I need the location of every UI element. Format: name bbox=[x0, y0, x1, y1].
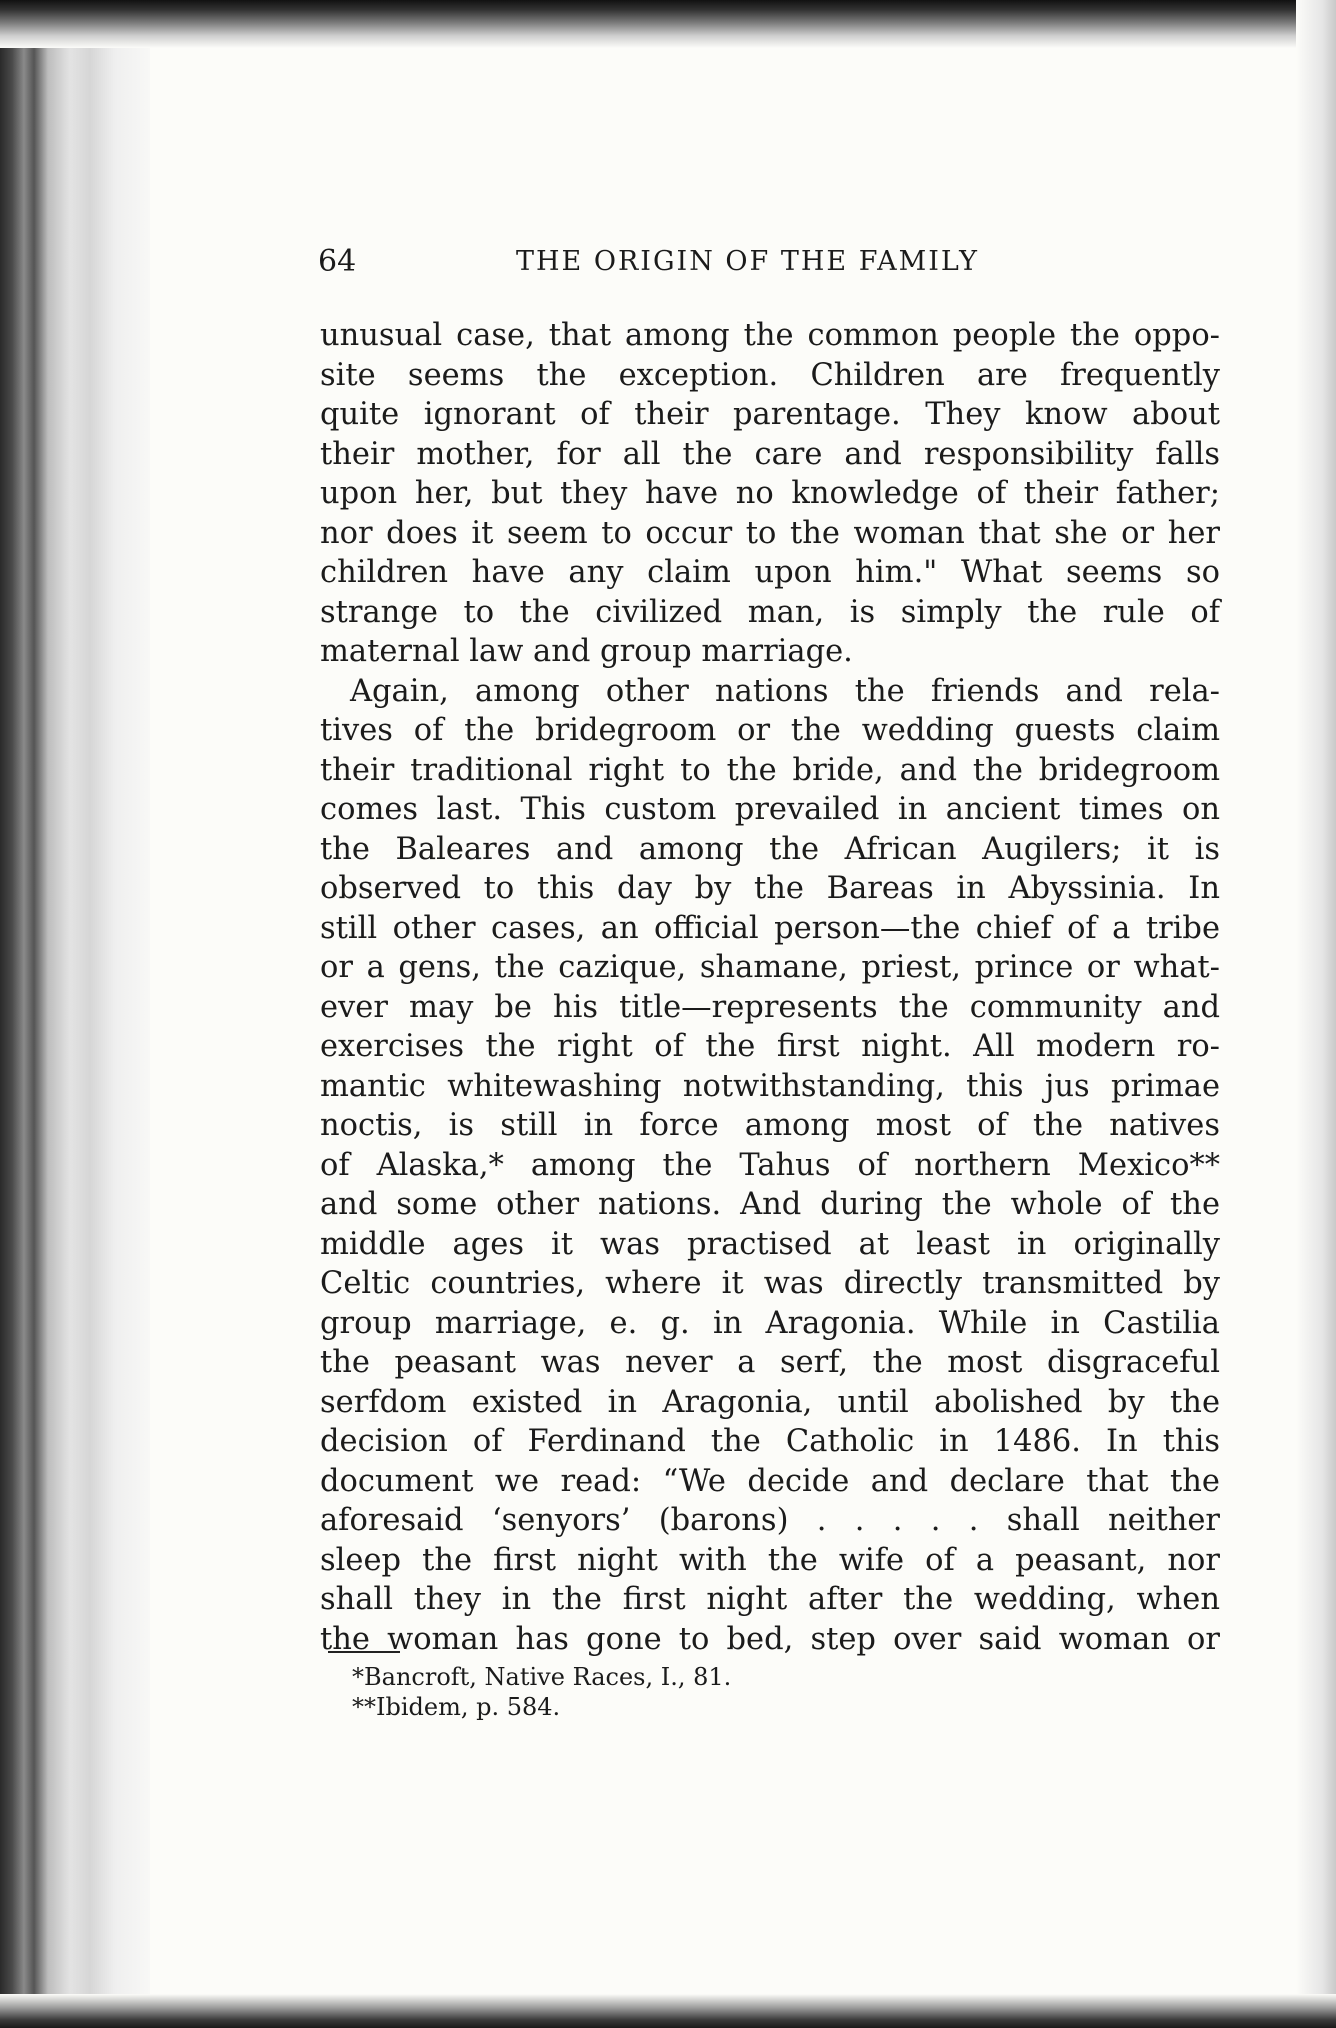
text-line: decision of Ferdinand the Catholic in 1486. In this bbox=[320, 1424, 1220, 1459]
text-line: noctis, is still in force among most of the natives bbox=[320, 1108, 1220, 1143]
footnote: *Bancroft, Native Races, I., 81. bbox=[352, 1663, 732, 1691]
running-header bbox=[318, 244, 1218, 284]
text-line: middle ages it was practised at least in originally bbox=[320, 1226, 1220, 1262]
text-line: nor does it seem to occur to the woman that she or her bbox=[320, 515, 1220, 551]
text-line: the peasant was never a serf, the most disgraceful bbox=[320, 1345, 1220, 1380]
book-gutter-shadow bbox=[0, 0, 150, 2028]
text-line: Celtic countries, where it was directly transmitted by bbox=[320, 1266, 1220, 1301]
footnote: **Ibidem, p. 584. bbox=[352, 1693, 561, 1721]
text-line: upon her, but they have no knowledge of their father; bbox=[320, 476, 1220, 511]
text-line: group marriage, e. g. in Aragonia. While in Castilia bbox=[320, 1305, 1220, 1341]
text-line: ever may be his title—represents the community and bbox=[320, 989, 1220, 1025]
text-line: exercises the right of the first night. All modern ro- bbox=[320, 1029, 1220, 1064]
text-line: Again, among other nations the friends and rela- bbox=[350, 673, 1220, 709]
footnotes bbox=[352, 1662, 731, 1722]
running-title: THE ORIGIN OF THE FAMILY bbox=[516, 246, 979, 277]
text-line: comes last. This custom prevailed in ancient times on bbox=[320, 792, 1220, 827]
footnote-rule bbox=[328, 1651, 400, 1653]
text-line: their mother, for all the care and responsibility falls bbox=[320, 436, 1220, 472]
text-line: of Alaska,* among the Tahus of northern Mexico** bbox=[320, 1147, 1220, 1183]
text-line: sleep the first night with the wife of a peasant, nor bbox=[320, 1542, 1220, 1578]
page-number: 64 bbox=[318, 244, 357, 279]
text-line: or a gens, the cazique, shamane, priest, prince or what- bbox=[320, 950, 1220, 985]
text-line: their traditional right to the bride, and the bridegroom bbox=[320, 752, 1220, 788]
text-line: quite ignorant of their parentage. They know about bbox=[320, 397, 1220, 432]
text-line: document we read: “We decide and declare that the bbox=[320, 1463, 1220, 1499]
text-line: the woman has gone to bed, step over said woman or bbox=[320, 1621, 1220, 1657]
text-line: children have any claim upon him." What seems so bbox=[320, 555, 1220, 590]
text-line: the Baleares and among the African Augilers; it is bbox=[320, 831, 1220, 867]
text-line: unusual case, that among the common people the oppo- bbox=[320, 318, 1220, 353]
text-line: observed to this day by the Bareas in Abyssinia. In bbox=[320, 871, 1220, 906]
text-line: still other cases, an official person—the chief of a tribe bbox=[320, 910, 1220, 946]
page-bottom-edge bbox=[0, 1994, 1336, 2028]
page-top-edge bbox=[0, 0, 1336, 48]
text-line: aforesaid ‘senyors’ (barons) . . . . . shall neither bbox=[320, 1503, 1220, 1538]
text-line: maternal law and group marriage. bbox=[320, 634, 853, 669]
text-line: serfdom existed in Aragonia, until abolished by the bbox=[320, 1384, 1220, 1420]
text-line: and some other nations. And during the whole of the bbox=[320, 1187, 1220, 1222]
text-line: mantic whitewashing notwithstanding, this jus primae bbox=[320, 1068, 1220, 1104]
page-right-edge bbox=[1296, 0, 1336, 2028]
text-line: tives of the bridegroom or the wedding guests claim bbox=[320, 713, 1220, 748]
text-line: strange to the civilized man, is simply the rule of bbox=[320, 594, 1220, 630]
text-line: site seems the exception. Children are frequently bbox=[320, 357, 1220, 393]
body-text bbox=[320, 316, 1220, 1659]
text-line: shall they in the first night after the wedding, when bbox=[320, 1582, 1220, 1617]
